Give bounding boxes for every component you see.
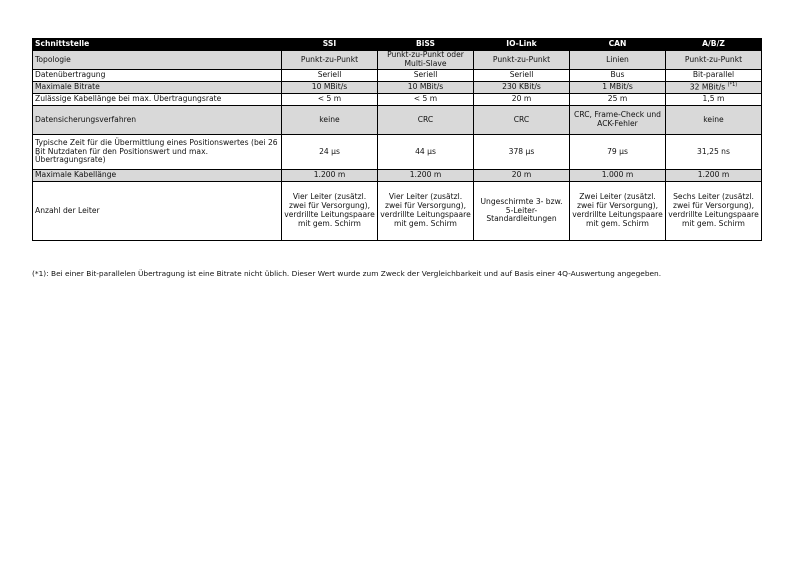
table-row-anzahl-leiter <box>33 182 762 241</box>
table-cell: keine <box>282 106 378 135</box>
table-cell: 25 m <box>570 94 666 106</box>
row-label: Topologie <box>33 51 282 70</box>
table-row-datensicherung <box>33 106 762 135</box>
table-header-row <box>33 39 762 51</box>
table-row-maximale-kabellaenge <box>33 170 762 182</box>
table-cell: 1.200 m <box>666 170 762 182</box>
table-cell: 1.000 m <box>570 170 666 182</box>
table-cell: 31,25 ns <box>666 135 762 170</box>
table-row-kabellaenge-max-rate <box>33 94 762 106</box>
row-label: Maximale Kabellänge <box>33 170 282 182</box>
row-label: Zulässige Kabellänge bei max. Übertragungsrate <box>33 94 282 106</box>
table-cell: CRC, Frame-Check und ACK-Fehler <box>570 106 666 135</box>
table-cell: Sechs Leiter (zusätzl. zwei für Versorgung), verdrillte Leitungspaare mit gem. Schirm <box>666 182 762 241</box>
table-cell: < 5 m <box>378 94 474 106</box>
table-cell: Punkt-zu-Punkt <box>282 51 378 70</box>
table-cell: 79 µs <box>570 135 666 170</box>
table-row-datenuebertragung <box>33 70 762 82</box>
row-label: Datensicherungsverfahren <box>33 106 282 135</box>
row-label: Typische Zeit für die Übermittlung eines Positionswertes (bei 26 Bit Nutzdaten für den Positionswert und max. Übertragungsrate) <box>33 135 282 170</box>
table-cell: Vier Leiter (zusätzl. zwei für Versorgung), verdrillte Leitungspaare mit gem. Schirm <box>282 182 378 241</box>
table-cell: Punkt-zu-Punkt <box>666 51 762 70</box>
table-cell: CRC <box>378 106 474 135</box>
interface-comparison-table <box>32 38 762 241</box>
table-cell: Seriell <box>474 70 570 82</box>
row-label: Maximale Bitrate <box>33 82 282 94</box>
table-cell: 44 µs <box>378 135 474 170</box>
table-cell: keine <box>666 106 762 135</box>
table-cell: Punkt-zu-Punkt <box>474 51 570 70</box>
table-cell: 378 µs <box>474 135 570 170</box>
table-cell: 20 m <box>474 170 570 182</box>
header-cell-io-link: IO-Link <box>474 39 570 51</box>
footnote-text: (*1): Bei einer Bit-parallelen Übertragung ist eine Bitrate nicht üblich. Dieser Wert wurde zum Zweck der Vergleichbarkeit und auf Basis einer 4Q-Auswertung angegeben. <box>32 269 662 278</box>
row-label: Anzahl der Leiter <box>33 182 282 241</box>
footnote-marker: (*1) <box>727 81 738 88</box>
table-cell: Linien <box>570 51 666 70</box>
table-cell-value: 32 MBit/s <box>689 82 726 92</box>
table-cell: Bus <box>570 70 666 82</box>
header-cell-abz: A/B/Z <box>666 39 762 51</box>
table-cell: 20 m <box>474 94 570 106</box>
table-cell: < 5 m <box>282 94 378 106</box>
table-cell: 10 MBit/s <box>282 82 378 94</box>
table-cell: 24 µs <box>282 135 378 170</box>
header-cell-biss: BiSS <box>378 39 474 51</box>
table-cell: Zwei Leiter (zusätzl. zwei für Versorgung), verdrillte Leitungspaare mit gem. Schirm <box>570 182 666 241</box>
table-cell: Seriell <box>378 70 474 82</box>
table-row-topologie <box>33 51 762 70</box>
header-cell-can: CAN <box>570 39 666 51</box>
table-row-maximale-bitrate <box>33 82 762 94</box>
table-cell: 1,5 m <box>666 94 762 106</box>
table-cell: 1 MBit/s <box>570 82 666 94</box>
table-cell: 1.200 m <box>378 170 474 182</box>
table-cell: 10 MBit/s <box>378 82 474 94</box>
table-cell: 1.200 m <box>282 170 378 182</box>
header-cell-ssi: SSI <box>282 39 378 51</box>
table-cell-with-footnote <box>666 82 762 94</box>
row-label: Datenübertragung <box>33 70 282 82</box>
table-cell: Vier Leiter (zusätzl. zwei für Versorgung), verdrillte Leitungspaare mit gem. Schirm <box>378 182 474 241</box>
header-cell-interface: Schnittstelle <box>33 39 282 51</box>
table-row-uebermittlungszeit <box>33 135 762 170</box>
table-cell: Ungeschirmte 3- bzw. 5-Leiter-Standardleitungen <box>474 182 570 241</box>
table-cell: Punkt-zu-Punkt oder Multi-Slave <box>378 51 474 70</box>
table-cell: Bit-parallel <box>666 70 762 82</box>
table-cell: Seriell <box>282 70 378 82</box>
table-cell: 230 KBit/s <box>474 82 570 94</box>
table-cell: CRC <box>474 106 570 135</box>
